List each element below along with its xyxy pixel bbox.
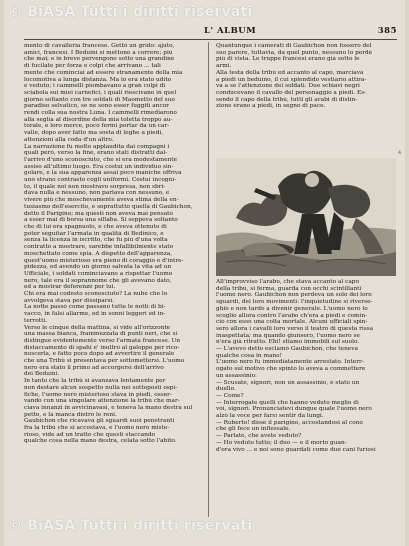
- text-line: — Roberto! disse il parigino, accostandosi al cono: [216, 419, 363, 426]
- text-line: non destare alcun sospetto nulla nei sottoposti ospi-: [24, 384, 178, 391]
- margin-note: 4: [398, 150, 402, 156]
- text-line: pidezza, ed avendo un giorno salvata la vita ad un: [24, 264, 172, 271]
- text-line: All'improvviso l'arabo, che stava accanto al capo: [216, 279, 359, 285]
- text-line: detto il Parigino; ma questi non aveva mai pensato: [24, 210, 173, 217]
- text-line: armi.: [216, 63, 232, 70]
- text-line: più di vista. Le truppe francesi erano già sotto le: [216, 56, 360, 63]
- text-line: sciabola sui miei carnefici, i quali riescivano in quel: [24, 89, 177, 96]
- text-line: mente che cominciai ad essere stranamente della mia: [24, 69, 183, 76]
- text-line: alzò la voce per farsi sentir da lungi.: [216, 413, 324, 420]
- text-line: dava nulla e nessuno, non parlava con nessuno, e: [24, 190, 170, 197]
- right-column-bottom: [216, 279, 396, 453]
- text-line: fra la tribù che si accostava, e l'uomo nero miste-: [24, 425, 170, 432]
- text-line: va a sè l'attenzione dei soldati. Due schiavi negri: [216, 83, 360, 90]
- text-line: nero era stato il primo ad accorgersi dell'arrivo: [24, 364, 164, 371]
- text-line: uno strano contrasto cogli uniformi. Costui incogni-: [24, 177, 177, 184]
- text-line: tusiasmo dell'esercito, e soprattutto quella di Gaubichon,: [24, 203, 193, 210]
- header-rule: [24, 39, 397, 40]
- text-line: a esser mai di borsa una sillaba. Si seppeva soltanto: [24, 217, 178, 224]
- text-line: che gli fece un inflessale.: [216, 426, 291, 433]
- left-column: [24, 43, 202, 445]
- text-line: La narrazione fu molto applaudita dai compagni i: [24, 143, 170, 150]
- text-line: senza la licenza in iscritto, che fu più d'una volta: [24, 237, 168, 244]
- text-line: duello.: [216, 386, 236, 393]
- text-line: l'arrivo d'uno sconosciuto, che si era modestamente: [24, 156, 177, 163]
- text-line: paradiso selvatico, se ne sono esser fuggiti ancor: [24, 103, 169, 110]
- text-line: inaspettata; ma quando giunsero, l'uomo nero se: [216, 332, 360, 339]
- text-line: torale, e loro merce, poco fermi portar da un car-: [24, 123, 170, 130]
- text-line: qualche cosa nella mano destra, celata sotto l'abito.: [24, 438, 177, 445]
- journal-title: L' ALBUM: [204, 26, 257, 36]
- newspaper-page: [4, 0, 405, 546]
- text-line: della tribù, si ferma, guarda con occhi scintillanti: [216, 285, 362, 292]
- text-line: Chi era mai codesto sconosciuto? La nube che lo: [24, 291, 168, 298]
- text-line: d'ora vivo ... e noi sono guardati come due cani furiosi: [216, 446, 376, 453]
- text-line: vando con una singolare attenzione la tribù che mar-: [24, 398, 180, 405]
- text-line: Verso le cinque della mattina, si vide all'orizzonte: [24, 324, 171, 331]
- text-line: una massa bianca, frammezzata di punti neri, che si: [24, 331, 178, 338]
- text-line: che di lui era spagnuolo, e che aveva ottenuto di: [24, 223, 167, 230]
- page-header: [24, 26, 397, 38]
- text-line: scoglio allora contro l'arabo ch'era a piedi e comin-: [216, 312, 368, 319]
- text-line: vivere più che moschevamente aveva stima della en-: [24, 197, 179, 204]
- text-line: La notte passò come passano tutte le notti di bi-: [24, 304, 166, 311]
- text-line: Alla testa della tribù ed accanto al capo, marciava: [216, 69, 364, 76]
- text-line: ciava innanzi in avvicinavasi, e teneva la mano destra sul: [24, 404, 193, 411]
- text-line: un assassinio:: [216, 372, 258, 379]
- text-line: vacco, in falsi allarme, ed in sonni leggeri ed in-: [24, 311, 166, 318]
- column-divider: [208, 42, 209, 517]
- text-line: qualche cosa in mano!: [216, 352, 282, 359]
- text-line: sendo il capo della tribù, tutti gli arabi di distin-: [216, 96, 358, 103]
- text-line: voi, signori. Pronunciatevi dunque quale l'uomo nero: [216, 406, 372, 413]
- text-line: sero allora i cavalli loro verso il teatro di questa rissa: [216, 325, 374, 332]
- text-line: sguardi, dei loro movimenti: l'inquietudine si riverse-: [216, 299, 373, 306]
- text-line: ed a mostrar deferenze per lui.: [24, 284, 116, 291]
- right-column-top: [216, 43, 396, 110]
- text-line: ciò con esso una colta mortale. Alcuni ufficiali spin-: [216, 319, 368, 326]
- page-number: 385: [377, 26, 397, 36]
- text-line: distingue evidentemente verso l'armata francese. Un: [24, 337, 181, 344]
- text-line: terrotti.: [24, 317, 48, 324]
- text-line: che una Tribù si presentava per sottomettersi. L'uomo: [24, 358, 185, 365]
- text-line: golare, e la sua apparenza assai poco maniche offriva: [24, 170, 182, 177]
- text-line: — Parlate, che avete veduto?: [216, 433, 302, 440]
- text-line: suo parere, tuttavia, da quel punto, nessuno lo perdè: [216, 49, 373, 56]
- watermark-bottom: © BiASA Tutti i diritti riservati: [8, 518, 253, 534]
- text-line: rioso, vide ad un tratto che questi staccando: [24, 431, 156, 438]
- text-line: L'uomo nero fu immediatamente arrestato. Interr-: [216, 359, 364, 366]
- text-line: Gaubichon che ricavava gli sguardi suoi penetranti: [24, 418, 175, 425]
- text-line: In tanto che la tribù si avanzava lentamente per: [24, 378, 166, 385]
- text-line: assiso all'ultimo luogo. Era costui un individuo sin-: [24, 163, 174, 170]
- text-line: to, il quale noi non mostravo sorpresa, non sbri-: [24, 183, 166, 190]
- watermark-top: © BiASA Tutti i diritti riservati: [8, 4, 253, 20]
- text-line: — L'avevo detto esclamò Gaubichon, che teneva: [216, 346, 358, 353]
- text-line: — Scusate, signori, non un assassinio, è stato un: [216, 379, 360, 386]
- text-line: n'era già ritratto. Ehi! stiamo immobili sul suolo.: [216, 339, 360, 346]
- text-line: valle, dopo aver fatto ma sosta di leghe a piedi,: [24, 130, 164, 137]
- text-line: distaccamento di spahi e' inoltrò al galoppo per rico-: [24, 344, 180, 351]
- text-line: avvolgeva stava per dissiparsi.: [24, 297, 115, 304]
- text-line: — Ho veduto tutto; il duo — e il morto guan-: [216, 439, 347, 446]
- text-line: l'uomo nero. Gaubichon non perdeva un solo dei loro: [216, 292, 372, 299]
- text-line: nero, tale era il soprannome che gli avevano dato,: [24, 277, 172, 284]
- text-line: noscerla, e fatto poco dopo ad avvertire il generale: [24, 351, 175, 358]
- text-line: dei Beduini.: [24, 371, 60, 378]
- engraving-illustration: [216, 158, 396, 276]
- text-line: locomotiva a lunga distanza. Ma io era stato udito: [24, 76, 172, 83]
- text-line: e veduto; i cammelli piombavano a gran colpi di: [24, 83, 166, 90]
- text-line: giorno soltanto con tre soldati di Maometto del suo: [24, 96, 175, 103]
- text-line: petto, e la manca dietro le reni.: [24, 411, 117, 418]
- text-line: attenzioni alla coda d'un altro.: [24, 136, 114, 143]
- text-line: quest'uomo misterioso era pieno di coraggio e d'intre-: [24, 257, 184, 264]
- text-line: mento di cavalleria francese. Gettò un grido: ajuto,: [24, 43, 175, 49]
- text-line: ogato sul motivo che spinto lo aveva a commettere: [216, 366, 366, 373]
- text-line: amici, francesi. I Beduini si mettono a correre; più: [24, 49, 173, 56]
- text-line: poter seguitar l'armata in qualità di Bedinico, e: [24, 230, 164, 237]
- text-line: — Come?: [216, 392, 244, 399]
- text-line: rendi colla sua nostra Luna. I cammelli rimediarono: [24, 110, 177, 117]
- text-line: ghiò e non tardò a divenir generale. L'uomo nero lo: [216, 305, 368, 312]
- text-line: a piedi un beduino, il cui splendido vestiario attira-: [216, 76, 367, 83]
- text-line: che mai; e in breve pervengono sotto una grandine: [24, 56, 175, 63]
- text-line: conducevano il cavallo del personaggio a piedi. Es-: [216, 89, 367, 96]
- text-line: quali però, verso la fine, erano stati distratti dal-: [24, 150, 168, 157]
- text-line: di fucilate per forza e colpi che arrivano ... tali: [24, 63, 161, 70]
- text-line: fiche, l'uomo nero misterioso stava in piedi, osser-: [24, 391, 172, 398]
- text-line: Ufficiale, i soldati cominciavano a rispettar l'uomo: [24, 270, 173, 277]
- text-line: contratto a mostrare, sarebbe infallibilmente stato: [24, 244, 174, 251]
- text-line: Quantunque i camerati di Gaubichon non fossero del: [216, 43, 372, 49]
- text-line: zione erano a piedi, in segno di pace.: [216, 103, 326, 110]
- text-line: moschettato come spia. A dispetto dell'apparenza,: [24, 250, 173, 257]
- text-line: alla seglia al disordine della mia toletta troppo au-: [24, 116, 173, 123]
- text-line: — Interrogate quelli che hanno veduto meglio di: [216, 399, 359, 406]
